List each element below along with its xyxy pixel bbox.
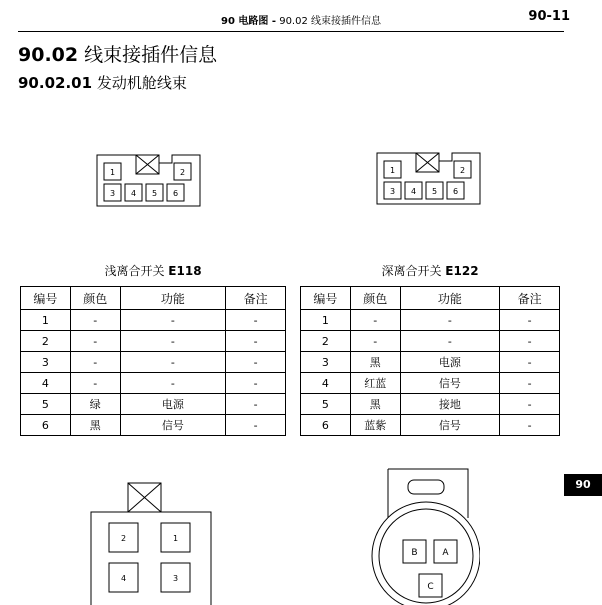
table-row	[21, 415, 286, 436]
pin-table-e118	[20, 286, 286, 436]
e118-pin-label: 4	[130, 189, 137, 198]
cell-pin: 6	[21, 415, 71, 436]
cell-remarks: -	[226, 352, 286, 373]
cell-remarks: -	[500, 394, 560, 415]
caption-e122	[300, 262, 560, 279]
cell-function: 电源	[120, 394, 226, 415]
e122-pin-label: 6	[452, 187, 459, 196]
cell-color: 黑	[350, 352, 400, 373]
cell-color: -	[350, 310, 400, 331]
section-number: 90.02	[18, 44, 79, 66]
page-number: 90-11	[528, 9, 570, 24]
cell-color: -	[70, 331, 120, 352]
table-row	[301, 394, 560, 415]
c4-slot	[408, 480, 444, 494]
cell-pin: 4	[21, 373, 71, 394]
cell-function: 信号	[400, 415, 500, 436]
cell-color: 红蓝	[350, 373, 400, 394]
cell-function: -	[120, 310, 226, 331]
cell-pin: 1	[301, 310, 351, 331]
cell-color: -	[350, 331, 400, 352]
table-row	[301, 373, 560, 394]
pin-table-e122	[300, 286, 560, 436]
connector-e118-diagram	[96, 154, 206, 212]
table-row	[301, 310, 560, 331]
cell-pin: 6	[301, 415, 351, 436]
e118-pin-label: 1	[109, 168, 116, 177]
c3-pin-label: 3	[172, 574, 179, 583]
cell-function: 接地	[400, 394, 500, 415]
c3-pin-label: 2	[120, 534, 127, 543]
cell-remarks: -	[226, 310, 286, 331]
c4-pin-label: A	[442, 548, 449, 558]
e118-pin-label: 2	[179, 168, 186, 177]
cell-pin: 2	[21, 331, 71, 352]
cell-remarks: -	[226, 394, 286, 415]
cell-remarks: -	[226, 373, 286, 394]
cell-color: 黑	[350, 394, 400, 415]
cell-function: -	[120, 373, 226, 394]
subsection-number: 90.02.01	[18, 74, 93, 92]
caption-e122-text: 深离合开关	[381, 264, 442, 278]
cell-function: 电源	[400, 352, 500, 373]
subsection-text: 发动机舱线束	[96, 74, 187, 92]
section-title	[18, 40, 217, 67]
cell-pin: 3	[301, 352, 351, 373]
e118-pin-label: 6	[172, 189, 179, 198]
cell-function: 信号	[120, 415, 226, 436]
table-header-row	[21, 287, 286, 310]
header-prefix: 90 电路图 -	[220, 16, 277, 27]
header-color: 颜色	[70, 287, 120, 310]
c4-pin-label: C	[427, 582, 434, 592]
cell-pin: 4	[301, 373, 351, 394]
e118-pin-label: 3	[109, 189, 116, 198]
cell-pin: 3	[21, 352, 71, 373]
cell-remarks: -	[500, 415, 560, 436]
table-header-row	[301, 287, 560, 310]
cell-color: -	[70, 310, 120, 331]
c4-pin-label: B	[411, 548, 418, 558]
cell-color: 黑	[70, 415, 120, 436]
header-remarks: 备注	[500, 287, 560, 310]
table-row	[301, 415, 560, 436]
e122-pin-label: 1	[389, 166, 396, 175]
cell-remarks: -	[500, 331, 560, 352]
e122-pin-label: 2	[459, 166, 466, 175]
table-row	[21, 331, 286, 352]
cell-color: -	[70, 373, 120, 394]
section-text: 线束接插件信息	[84, 44, 218, 66]
table-row	[21, 352, 286, 373]
header-pin-no: 编号	[21, 287, 71, 310]
table-row	[21, 394, 286, 415]
cell-function: -	[120, 331, 226, 352]
e118-pin-label: 5	[151, 189, 158, 198]
cell-color: 蓝紫	[350, 415, 400, 436]
header-function: 功能	[120, 287, 226, 310]
cell-function: 信号	[400, 373, 500, 394]
chapter-tab: 90	[564, 474, 602, 496]
cell-remarks: -	[500, 373, 560, 394]
cell-color: -	[70, 352, 120, 373]
caption-e118-text: 浅离合开关	[104, 264, 165, 278]
cell-pin: 1	[21, 310, 71, 331]
c3-pin-label: 4	[120, 574, 127, 583]
header-color: 颜色	[350, 287, 400, 310]
header-section: 90.02 线束接插件信息	[279, 16, 382, 27]
caption-e122-code: E122	[445, 264, 479, 278]
cell-remarks: -	[226, 331, 286, 352]
running-header	[0, 12, 602, 27]
e122-pin-label: 5	[431, 187, 438, 196]
cell-function: -	[400, 331, 500, 352]
e122-pin-label: 4	[410, 187, 417, 196]
table-row	[21, 373, 286, 394]
e122-pin-label: 3	[389, 187, 396, 196]
connector-4pin-diagram	[90, 482, 214, 605]
caption-e118-code: E118	[168, 264, 202, 278]
subsection-title	[18, 72, 187, 93]
cell-pin: 5	[301, 394, 351, 415]
header-remarks: 备注	[226, 287, 286, 310]
caption-e118	[20, 262, 286, 279]
connector-e122-diagram	[376, 152, 486, 210]
table-row	[301, 331, 560, 352]
cell-function: -	[120, 352, 226, 373]
header-pin-no: 编号	[301, 287, 351, 310]
cell-color: 绿	[70, 394, 120, 415]
cell-pin: 5	[21, 394, 71, 415]
header-function: 功能	[400, 287, 500, 310]
cell-remarks: -	[500, 310, 560, 331]
cell-remarks: -	[500, 352, 560, 373]
header-rule	[18, 31, 564, 32]
cell-remarks: -	[226, 415, 286, 436]
cell-pin: 2	[301, 331, 351, 352]
connector-round-diagram	[370, 468, 480, 605]
table-row	[21, 310, 286, 331]
table-row	[301, 352, 560, 373]
c3-pin-label: 1	[172, 534, 179, 543]
cell-function: -	[400, 310, 500, 331]
